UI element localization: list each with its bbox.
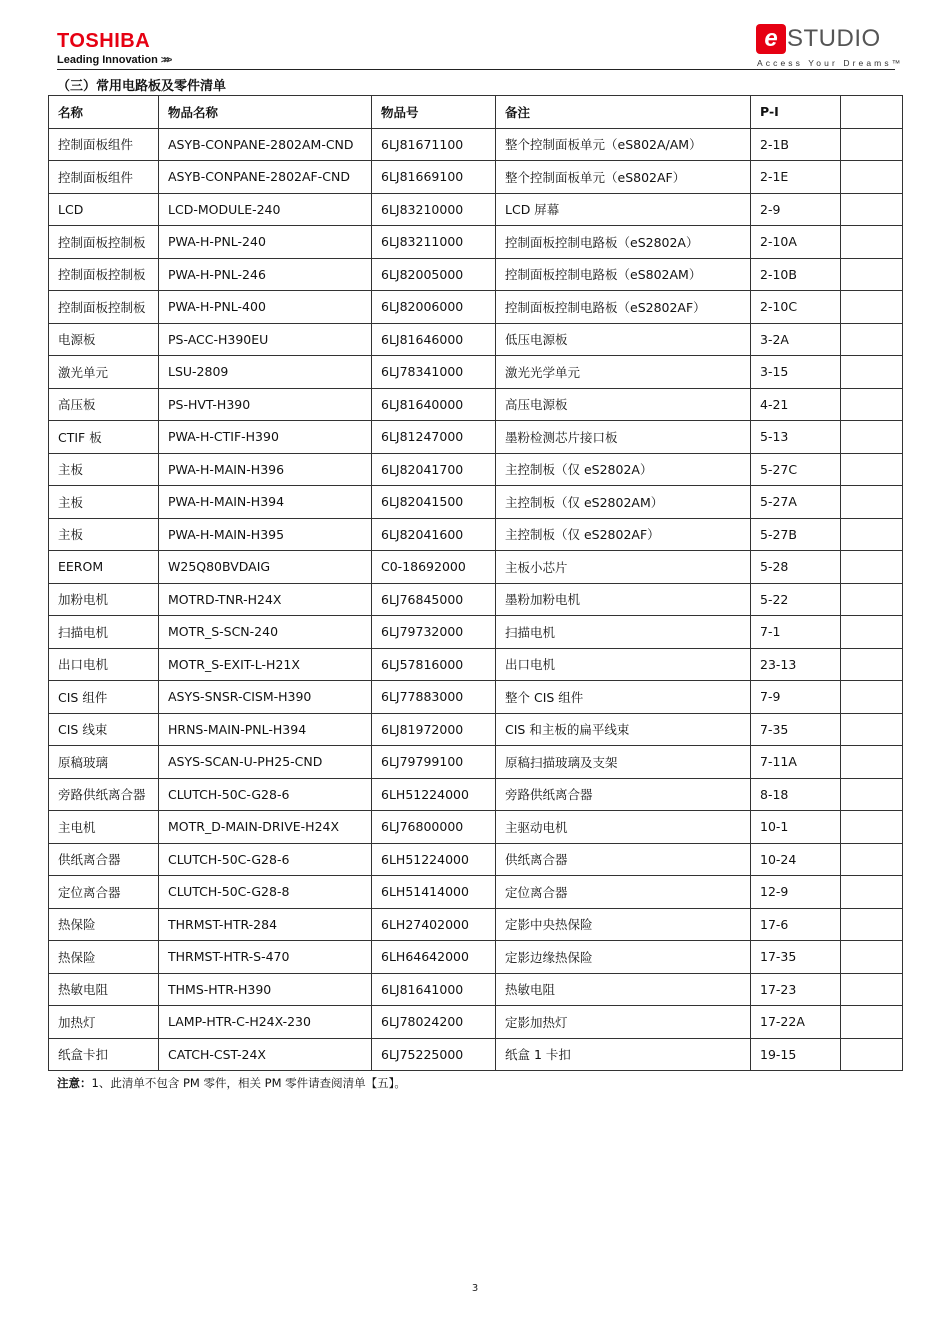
cell-name: 电源板 [49,323,159,356]
cell-parts-index: 17-22A [751,1006,841,1039]
cell-item-name: THRMST-HTR-S-470 [159,941,372,974]
cell-item-name: MOTR_S-EXIT-L-H21X [159,648,372,681]
cell-blank [841,486,903,519]
cell-item-name: CLUTCH-50C-G28-6 [159,778,372,811]
cell-remarks: 控制面板控制电路板（eS802AM） [496,258,751,291]
cell-name: 高压板 [49,388,159,421]
cell-item-number: 6LJ83211000 [372,226,496,259]
cell-parts-index: 2-10B [751,258,841,291]
cell-remarks: 低压电源板 [496,323,751,356]
cell-parts-index: 7-11A [751,746,841,779]
cell-item-number: 6LJ75225000 [372,1038,496,1071]
cell-name: LCD [49,193,159,226]
footnote-text: 1、此清单不包含 PM 零件，相关 PM 零件请查阅清单【五】。 [91,1076,406,1090]
cell-blank [841,778,903,811]
cell-name: 原稿玻璃 [49,746,159,779]
cell-parts-index: 17-6 [751,908,841,941]
cell-blank [841,908,903,941]
cell-name: 出口电机 [49,648,159,681]
cell-parts-index: 7-35 [751,713,841,746]
cell-remarks: 整个 CIS 组件 [496,681,751,714]
header-item-name: 物品名称 [159,96,372,129]
header-row [49,96,903,129]
table-row [49,421,903,454]
cell-blank [841,226,903,259]
table-row [49,941,903,974]
cell-remarks: 主控制板（仅 eS2802AM） [496,486,751,519]
cell-item-number: 6LH51414000 [372,876,496,909]
cell-blank [841,583,903,616]
cell-parts-index: 2-10A [751,226,841,259]
cell-name: EEROM [49,551,159,584]
cell-item-name: MOTR_S-SCN-240 [159,616,372,649]
cell-name: 加粉电机 [49,583,159,616]
cell-item-name: CLUTCH-50C-G28-8 [159,876,372,909]
cell-blank [841,973,903,1006]
cell-parts-index: 5-22 [751,583,841,616]
toshiba-logo: TOSHIBA [57,30,151,52]
table-row [49,648,903,681]
cell-item-name: CLUTCH-50C-G28-6 [159,843,372,876]
cell-blank [841,193,903,226]
table-row [49,876,903,909]
cell-parts-index: 8-18 [751,778,841,811]
cell-item-name: LCD-MODULE-240 [159,193,372,226]
table-row [49,161,903,194]
cell-item-name: HRNS-MAIN-PNL-H394 [159,713,372,746]
table-row [49,291,903,324]
cell-item-number: 6LJ57816000 [372,648,496,681]
cell-parts-index: 10-1 [751,811,841,844]
cell-parts-index: 5-27A [751,486,841,519]
cell-blank [841,843,903,876]
cell-blank [841,616,903,649]
cell-parts-index: 23-13 [751,648,841,681]
cell-item-name: PWA-H-MAIN-H395 [159,518,372,551]
cell-parts-index: 2-1B [751,128,841,161]
cell-item-number: 6LH27402000 [372,908,496,941]
cell-name: CTIF 板 [49,421,159,454]
header-item-number: 物品号 [372,96,496,129]
cell-item-number: 6LH51224000 [372,843,496,876]
table-row [49,453,903,486]
cell-item-name: MOTR_D-MAIN-DRIVE-H24X [159,811,372,844]
cell-blank [841,551,903,584]
cell-item-name: PS-HVT-H390 [159,388,372,421]
table-row [49,258,903,291]
cell-name: 激光单元 [49,356,159,389]
cell-remarks: 主板小芯片 [496,551,751,584]
cell-name: 控制面板组件 [49,161,159,194]
header-name: 名称 [49,96,159,129]
tagline [57,54,169,66]
cell-parts-index: 5-28 [751,551,841,584]
cell-name: 扫描电机 [49,616,159,649]
cell-item-number: 6LJ82041700 [372,453,496,486]
cell-item-number: 6LJ79799100 [372,746,496,779]
cell-remarks: 整个控制面板单元（eS802A/AM） [496,128,751,161]
cell-remarks: 控制面板控制电路板（eS2802A） [496,226,751,259]
table-row [49,746,903,779]
cell-item-name: ASYB-CONPANE-2802AM-CND [159,128,372,161]
parts-table [48,95,903,1071]
cell-parts-index: 5-27C [751,453,841,486]
cell-parts-index: 17-35 [751,941,841,974]
cell-remarks: 整个控制面板单元（eS802AF） [496,161,751,194]
cell-item-name: LSU-2809 [159,356,372,389]
cell-blank [841,746,903,779]
cell-name: 热保险 [49,908,159,941]
cell-blank [841,161,903,194]
cell-blank [841,518,903,551]
cell-item-number: 6LJ81671100 [372,128,496,161]
table-row [49,388,903,421]
table-row [49,1006,903,1039]
cell-parts-index: 5-13 [751,421,841,454]
table-row [49,616,903,649]
table-row [49,713,903,746]
cell-blank [841,258,903,291]
cell-item-number: 6LH51224000 [372,778,496,811]
cell-remarks: 主控制板（仅 eS2802AF） [496,518,751,551]
cell-blank [841,648,903,681]
cell-item-number: C0-18692000 [372,551,496,584]
table-row [49,908,903,941]
cell-name: 控制面板控制板 [49,258,159,291]
cell-blank [841,453,903,486]
cell-blank [841,291,903,324]
cell-remarks: 定影加热灯 [496,1006,751,1039]
cell-parts-index: 12-9 [751,876,841,909]
cell-remarks: CIS 和主板的扁平线束 [496,713,751,746]
cell-remarks: 主控制板（仅 eS2802A） [496,453,751,486]
cell-remarks: 控制面板控制电路板（eS2802AF） [496,291,751,324]
cell-item-number: 6LJ82041500 [372,486,496,519]
cell-item-number: 6LJ81972000 [372,713,496,746]
cell-remarks: 扫描电机 [496,616,751,649]
section-title: （三）常用电路板及零件清单 [57,79,227,94]
cell-name: 主板 [49,453,159,486]
table-row [49,973,903,1006]
cell-item-number: 6LJ79732000 [372,616,496,649]
cell-blank [841,1006,903,1039]
estudio-logo [756,22,881,56]
cell-parts-index: 19-15 [751,1038,841,1071]
cell-item-number: 6LJ81669100 [372,161,496,194]
cell-name: 主板 [49,486,159,519]
cell-name: 热敏电阻 [49,973,159,1006]
table-row [49,583,903,616]
cell-remarks: 主驱动电机 [496,811,751,844]
product-slogan: Access Your Dreams™ [757,58,904,68]
cell-name: 主板 [49,518,159,551]
cell-item-name: ASYS-SCAN-U-PH25-CND [159,746,372,779]
cell-blank [841,356,903,389]
cell-name: 供纸离合器 [49,843,159,876]
cell-name: 旁路供纸离合器 [49,778,159,811]
cell-item-number: 6LJ82005000 [372,258,496,291]
cell-blank [841,681,903,714]
table-row [49,128,903,161]
cell-parts-index: 7-1 [751,616,841,649]
cell-remarks: 纸盒 1 卡扣 [496,1038,751,1071]
cell-item-name: PWA-H-PNL-246 [159,258,372,291]
cell-item-number: 6LJ81247000 [372,421,496,454]
cell-blank [841,941,903,974]
cell-remarks: 高压电源板 [496,388,751,421]
table-row [49,811,903,844]
cell-item-number: 6LJ78024200 [372,1006,496,1039]
cell-parts-index: 4-21 [751,388,841,421]
table-row [49,778,903,811]
cell-name: 定位离合器 [49,876,159,909]
table-row [49,193,903,226]
cell-item-number: 6LJ82006000 [372,291,496,324]
cell-item-number: 6LJ81640000 [372,388,496,421]
table-row [49,226,903,259]
cell-name: 热保险 [49,941,159,974]
header-divider [57,69,895,70]
cell-item-name: PWA-H-CTIF-H390 [159,421,372,454]
cell-item-number: 6LJ81641000 [372,973,496,1006]
cell-item-number: 6LJ82041600 [372,518,496,551]
header-remarks: 备注 [496,96,751,129]
cell-item-number: 6LJ81646000 [372,323,496,356]
cell-parts-index: 7-9 [751,681,841,714]
table-row [49,356,903,389]
estudio-e-badge: e [756,24,786,54]
cell-item-name: ASYS-SNSR-CISM-H390 [159,681,372,714]
cell-name: 控制面板控制板 [49,226,159,259]
page-number: 3 [471,1283,479,1294]
table-row [49,323,903,356]
cell-remarks: 定影边缘热保险 [496,941,751,974]
cell-remarks: 旁路供纸离合器 [496,778,751,811]
cell-item-name: THRMST-HTR-284 [159,908,372,941]
cell-blank [841,323,903,356]
cell-item-name: PWA-H-PNL-240 [159,226,372,259]
table-row [49,551,903,584]
cell-item-number: 6LJ76800000 [372,811,496,844]
cell-remarks: 定影中央热保险 [496,908,751,941]
footnote [57,1075,406,1091]
cell-blank [841,1038,903,1071]
table-row [49,681,903,714]
cell-parts-index: 5-27B [751,518,841,551]
cell-remarks: 激光光学单元 [496,356,751,389]
cell-blank [841,388,903,421]
footnote-label: 注意： [57,1076,92,1090]
cell-item-name: MOTRD-TNR-H24X [159,583,372,616]
header-blank [841,96,903,129]
cell-parts-index: 10-24 [751,843,841,876]
page-header [0,0,950,75]
cell-item-name: PWA-H-MAIN-H396 [159,453,372,486]
cell-remarks: LCD 屏幕 [496,193,751,226]
triple-chevron-right-icon: >>> [160,54,170,66]
cell-name: 加热灯 [49,1006,159,1039]
tagline-text: Leading Innovation [57,54,158,66]
cell-parts-index: 2-1E [751,161,841,194]
cell-name: 纸盒卡扣 [49,1038,159,1071]
table-row [49,486,903,519]
table-row [49,843,903,876]
cell-parts-index: 2-10C [751,291,841,324]
cell-item-number: 6LH64642000 [372,941,496,974]
cell-item-name: LAMP-HTR-C-H24X-230 [159,1006,372,1039]
cell-remarks: 墨粉加粉电机 [496,583,751,616]
cell-remarks: 定位离合器 [496,876,751,909]
cell-item-name: PWA-H-PNL-400 [159,291,372,324]
cell-parts-index: 3-15 [751,356,841,389]
cell-blank [841,876,903,909]
cell-item-number: 6LJ77883000 [372,681,496,714]
cell-name: CIS 组件 [49,681,159,714]
parts-table-header [49,96,903,129]
estudio-wordmark: STUDIO [787,25,881,52]
cell-item-name: CATCH-CST-24X [159,1038,372,1071]
cell-name: 控制面板控制板 [49,291,159,324]
cell-blank [841,811,903,844]
cell-remarks: 供纸离合器 [496,843,751,876]
cell-parts-index: 2-9 [751,193,841,226]
header-parts-index: P-I [751,96,841,129]
cell-name: 主电机 [49,811,159,844]
cell-name: 控制面板组件 [49,128,159,161]
cell-item-number: 6LJ76845000 [372,583,496,616]
cell-item-name: ASYB-CONPANE-2802AF-CND [159,161,372,194]
cell-blank [841,421,903,454]
cell-name: CIS 线束 [49,713,159,746]
cell-item-name: THMS-HTR-H390 [159,973,372,1006]
table-row [49,518,903,551]
cell-item-number: 6LJ78341000 [372,356,496,389]
cell-remarks: 墨粉检测芯片接口板 [496,421,751,454]
cell-remarks: 出口电机 [496,648,751,681]
cell-item-name: PS-ACC-H390EU [159,323,372,356]
cell-remarks: 原稿扫描玻璃及支架 [496,746,751,779]
cell-blank [841,128,903,161]
cell-item-number: 6LJ83210000 [372,193,496,226]
cell-item-name: W25Q80BVDAIG [159,551,372,584]
cell-remarks: 热敏电阻 [496,973,751,1006]
cell-parts-index: 17-23 [751,973,841,1006]
parts-table-body [49,128,903,1071]
cell-item-name: PWA-H-MAIN-H394 [159,486,372,519]
table-row [49,1038,903,1071]
cell-blank [841,713,903,746]
cell-parts-index: 3-2A [751,323,841,356]
